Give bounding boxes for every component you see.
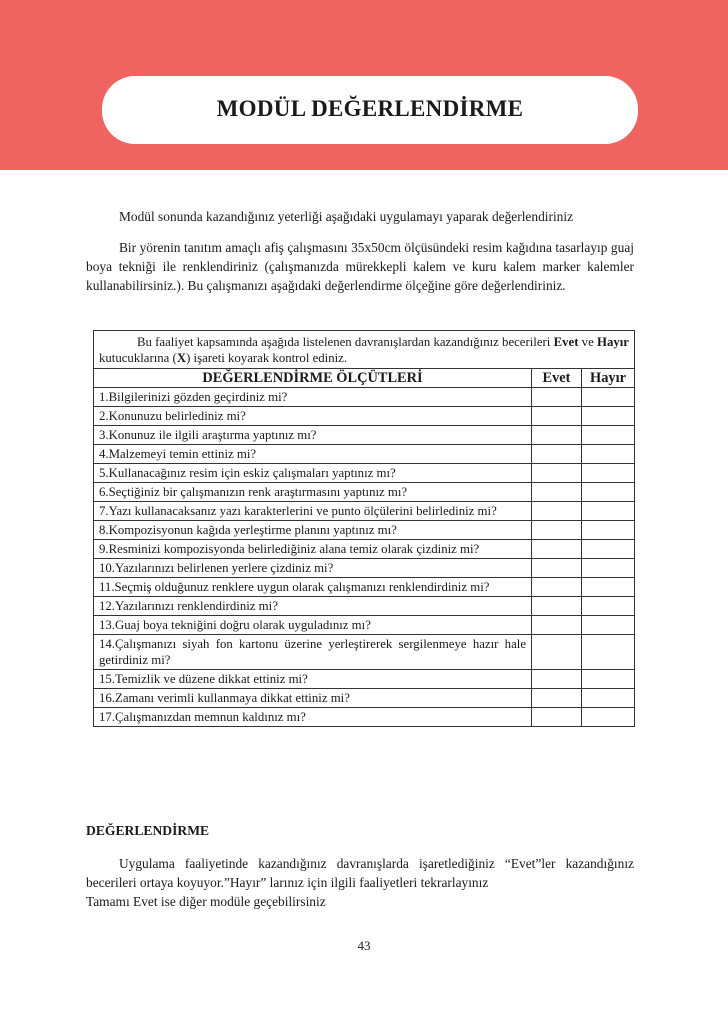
no-checkbox-cell[interactable] [582, 540, 635, 559]
header-no: Hayır [582, 369, 635, 388]
evaluation-paragraph: Uygulama faaliyetinde kazandığınız davranışlarda işaretlediğiniz “Evet”ler kazandığınız becerileri ortaya koyuyor.”Hayır” larınız için ilgili faaliyetleri tekrarlayınız [86, 856, 634, 890]
yes-checkbox-cell[interactable] [532, 708, 582, 727]
yes-checkbox-cell[interactable] [532, 689, 582, 708]
table-row [94, 502, 635, 521]
criterion-text: 15.Temizlik ve düzene dikkat ettiniz mi? [94, 670, 532, 689]
criterion-text: 2.Konunuzu belirlediniz mi? [94, 407, 532, 426]
criterion-text: 12.Yazılarınızı renklendirdiniz mi? [94, 597, 532, 616]
table-row [94, 540, 635, 559]
no-checkbox-cell[interactable] [582, 388, 635, 407]
instructions-evet: Evet [553, 335, 579, 349]
no-checkbox-cell[interactable] [582, 502, 635, 521]
no-checkbox-cell[interactable] [582, 426, 635, 445]
criterion-text: 13.Guaj boya tekniğini doğru olarak uyguladınız mı? [94, 616, 532, 635]
no-checkbox-cell[interactable] [582, 635, 635, 670]
yes-checkbox-cell[interactable] [532, 540, 582, 559]
yes-checkbox-cell[interactable] [532, 407, 582, 426]
table-instructions [94, 331, 635, 369]
yes-checkbox-cell[interactable] [532, 521, 582, 540]
intro-line: Modül sonunda kazandığınız yeterliği aşağıdaki uygulamayı yaparak değerlendiriniz [119, 209, 574, 224]
criterion-text: 8.Kompozisyonun kağıda yerleştirme planını yaptınız mı? [94, 521, 532, 540]
table-row [94, 708, 635, 727]
evaluation-table [93, 330, 635, 727]
table-row [94, 597, 635, 616]
no-checkbox-cell[interactable] [582, 616, 635, 635]
no-checkbox-cell[interactable] [582, 689, 635, 708]
criterion-text: 5.Kullanacağınız resim için eskiz çalışmaları yaptınız mı? [94, 464, 532, 483]
table-row [94, 388, 635, 407]
evaluation-heading: DEĞERLENDİRME [86, 823, 210, 838]
yes-checkbox-cell[interactable] [532, 464, 582, 483]
no-checkbox-cell[interactable] [582, 521, 635, 540]
yes-checkbox-cell[interactable] [532, 483, 582, 502]
yes-checkbox-cell[interactable] [532, 635, 582, 670]
table-row [94, 689, 635, 708]
criterion-text: 1.Bilgilerinizi gözden geçirdiniz mi? [94, 388, 532, 407]
yes-checkbox-cell[interactable] [532, 559, 582, 578]
table-row [94, 426, 635, 445]
no-checkbox-cell[interactable] [582, 597, 635, 616]
yes-checkbox-cell[interactable] [532, 597, 582, 616]
task-paragraph: Bir yörenin tanıtım amaçlı afiş çalışmasını 35x50cm ölçüsündeki resim kağıdına tasarlayıp guaj boya tekniği ile renklendiriniz (çalışmanızda mürekkepli kalem ve kuru kalem marker kalemler kullanabilirsiniz.). Bu çalışmanızı aşağıdaki değerlendirme ölçeğine göre değerlendiriniz. [86, 240, 634, 293]
instructions-text-2: kutucuklarına ( [99, 351, 177, 365]
no-checkbox-cell[interactable] [582, 708, 635, 727]
criterion-text: 4.Malzemeyi temin ettiniz mi? [94, 445, 532, 464]
no-checkbox-cell[interactable] [582, 407, 635, 426]
criterion-text: 7.Yazı kullanacaksanız yazı karakterlerini ve punto ölçülerini belirlediniz mi? [94, 502, 532, 521]
no-checkbox-cell[interactable] [582, 483, 635, 502]
criterion-text: 3.Konunuz ile ilgili araştırma yaptınız mı? [94, 426, 532, 445]
criterion-text: 11.Seçmiş olduğunuz renklere uygun olarak çalışmanızı renklendirdiniz mi? [94, 578, 532, 597]
table-row [94, 578, 635, 597]
header-yes: Evet [532, 369, 582, 388]
page-number: 43 [357, 938, 371, 953]
yes-checkbox-cell[interactable] [532, 445, 582, 464]
table-row [94, 445, 635, 464]
instructions-x: X [176, 351, 187, 365]
criterion-text: 9.Resminizi kompozisyonda belirlediğiniz alana temiz olarak çizdiniz mi? [94, 540, 532, 559]
table-row [94, 616, 635, 635]
header-criteria: DEĞERLENDİRME ÖLÇÜTLERİ [94, 369, 532, 388]
criterion-text: 14.Çalışmanızı siyah fon kartonu üzerine yerleştirerek sergilenmeye hazır hale getirdiniz mi? [94, 635, 532, 670]
page-title: MODÜL DEĞERLENDİRME [216, 96, 524, 121]
instructions-hayir: Hayır [596, 335, 629, 349]
table-row [94, 464, 635, 483]
criterion-text: 16.Zamanı verimli kullanmaya dikkat ettiniz mi? [94, 689, 532, 708]
yes-checkbox-cell[interactable] [532, 670, 582, 689]
yes-checkbox-cell[interactable] [532, 388, 582, 407]
no-checkbox-cell[interactable] [582, 445, 635, 464]
criterion-text: 10.Yazılarınızı belirlenen yerlere çizdiniz mi? [94, 559, 532, 578]
no-checkbox-cell[interactable] [582, 464, 635, 483]
table-row [94, 407, 635, 426]
no-checkbox-cell[interactable] [582, 670, 635, 689]
yes-checkbox-cell[interactable] [532, 616, 582, 635]
instructions-text: Bu faaliyet kapsamında aşağıda listelenen davranışlardan kazandığınız becerileri [137, 335, 551, 349]
instructions-ve: ve [578, 335, 597, 349]
table-row [94, 483, 635, 502]
criterion-text: 6.Seçtiğiniz bir çalışmanızın renk araştırmasını yaptınız mı? [94, 483, 532, 502]
no-checkbox-cell[interactable] [582, 578, 635, 597]
table-row [94, 559, 635, 578]
no-checkbox-cell[interactable] [582, 559, 635, 578]
instructions-text-3: ) işareti koyarak kontrol ediniz. [186, 351, 348, 365]
table-row [94, 521, 635, 540]
table-row [94, 635, 635, 670]
yes-checkbox-cell[interactable] [532, 578, 582, 597]
criterion-text: 17.Çalışmanızdan memnun kaldınız mı? [94, 708, 532, 727]
yes-checkbox-cell[interactable] [532, 502, 582, 521]
evaluation-last-line: Tamamı Evet ise diğer modüle geçebilirsiniz [86, 894, 326, 909]
yes-checkbox-cell[interactable] [532, 426, 582, 445]
table-row [94, 670, 635, 689]
